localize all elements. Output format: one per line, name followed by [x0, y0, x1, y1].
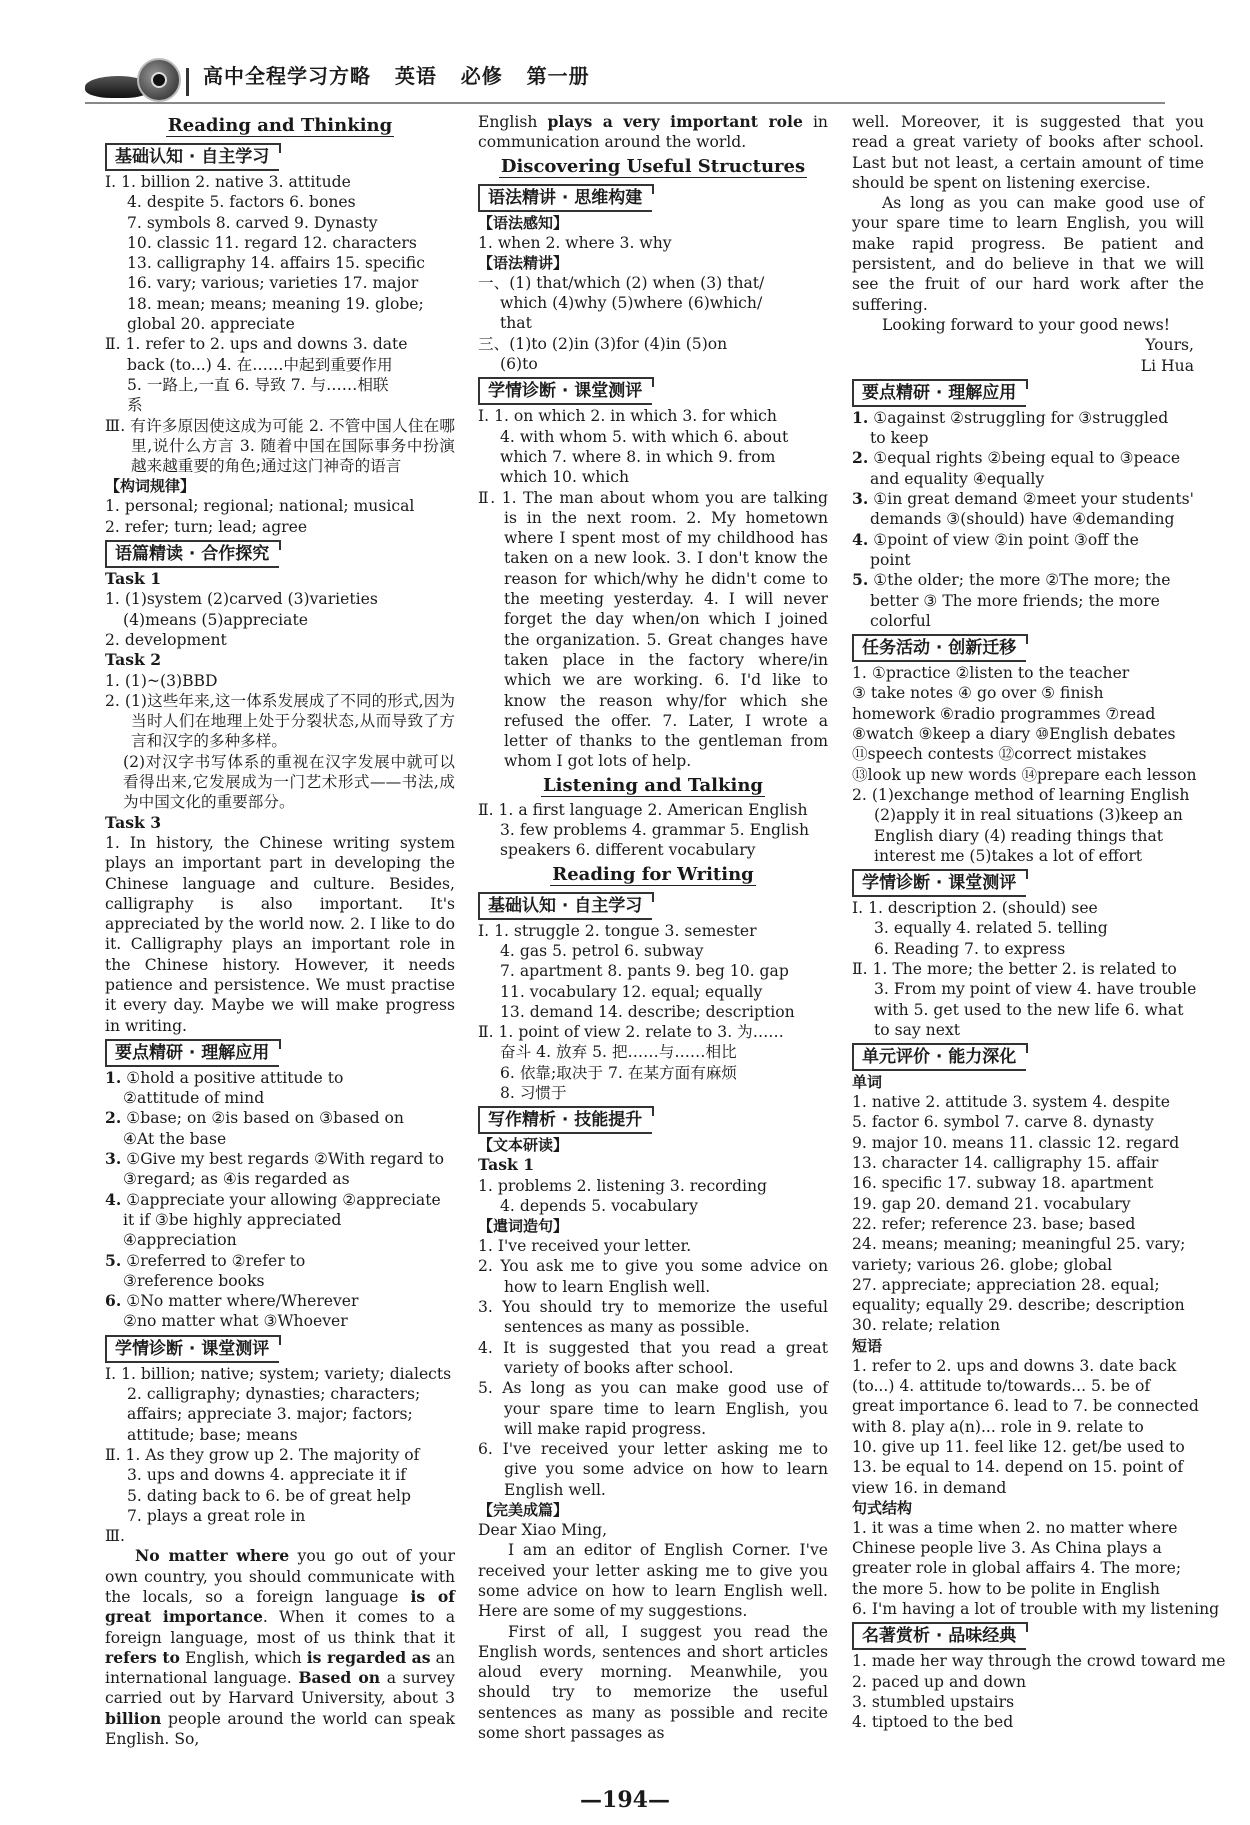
- essay-text: in communication around the world.: [478, 113, 828, 152]
- essay-paragraph: [105, 1546, 455, 1749]
- answer-line: 7. apartment 8. pants 9. beg 10. gap: [500, 962, 789, 981]
- subsection-header: 基础认知 · 自主学习: [105, 143, 279, 171]
- section-title: Listening and Talking: [542, 774, 764, 796]
- word-list: [852, 1092, 1204, 1336]
- header-divider: [186, 68, 189, 96]
- key-point-line: [105, 1251, 455, 1271]
- key-points-list: [852, 408, 1204, 631]
- answer-line: 5. factor 6. symbol 7. carve 8. dynasty: [852, 1113, 1154, 1132]
- answer-line: 1. refer to 2. ups and downs 3. date back: [852, 1356, 1177, 1375]
- answer-line: 11. vocabulary 12. equal; equally: [500, 982, 763, 1001]
- answer-line: Chinese people live 3. As China plays a: [852, 1539, 1162, 1558]
- key-point-text: ①appreciate your allowing ②appreciate: [121, 1190, 441, 1209]
- answer-line: 6. Reading 7. to express: [874, 939, 1066, 958]
- key-phrase: billion: [105, 1708, 162, 1728]
- task-title: Task 3: [105, 812, 162, 832]
- key-point-number: 4.: [105, 1189, 122, 1209]
- answer-line: 1. (1)system (2)carved (3)varieties: [105, 590, 378, 609]
- subsection-header: 学情诊断 · 课堂测评: [852, 869, 1026, 897]
- answer-line: 13. demand 14. describe; description: [500, 1002, 795, 1021]
- answer-line: back (to...) 4. 在……中起到重要作用: [127, 355, 393, 374]
- sentence-item: 2. You ask me to give you some advice on how to learn English well.: [478, 1257, 828, 1296]
- answer-paragraph: (2)对汉字书写体系的重视在汉字发展中就可以看得出来,它发展成为一门艺术形式——书法,成为中国文化的重要部分。: [123, 752, 455, 812]
- key-point-line: [105, 1068, 455, 1088]
- essay-paragraph: [478, 112, 828, 153]
- key-point-number: 1.: [852, 407, 869, 427]
- key-point-line: ②no matter what ③Whoever: [123, 1312, 348, 1331]
- list-heading: 短语: [852, 1336, 883, 1355]
- answer-line: 13. be equal to 14. depend on 15. point of: [852, 1458, 1184, 1477]
- answer-line: which (4)why (5)where (6)which/: [500, 294, 763, 313]
- key-point-line: [852, 530, 1204, 550]
- answer-line: 1. ①practice ②listen to the teacher: [852, 664, 1130, 683]
- answer-line: speakers 6. different vocabulary: [500, 841, 756, 860]
- answer-line: to say next: [874, 1020, 961, 1039]
- list-heading: 单词: [852, 1073, 883, 1092]
- answer-line: (4)means (5)appreciate: [123, 610, 308, 629]
- answer-line: 4. gas 5. petrol 6. subway: [500, 941, 704, 960]
- bracket-heading: 【遣词造句】: [478, 1217, 569, 1236]
- answer-line: 7. plays a great role in: [127, 1506, 306, 1525]
- key-point-text: ①the older; the more ②The more; the: [868, 571, 1171, 590]
- essay-text: a survey carried out by Harvard University, about 3: [105, 1669, 455, 1708]
- answer-line: Ⅱ. 1. point of view 2. relate to 3. 为……: [478, 1023, 784, 1042]
- key-point-line: [105, 1149, 455, 1169]
- answer-line: 8. 习惯于: [500, 1083, 567, 1102]
- letter-salutation: Dear Xiao Ming,: [478, 1521, 608, 1540]
- answer-line: 1. (1)~(3)BBD: [105, 671, 218, 690]
- key-point-number: 4.: [852, 529, 869, 549]
- answer-line: 1. problems 2. listening 3. recording: [478, 1176, 768, 1195]
- answer-line: 19. gap 20. demand 21. vocabulary: [852, 1194, 1131, 1213]
- key-point-line: better ③ The more friends; the more: [870, 591, 1160, 610]
- key-point-line: it if ③be highly appreciated: [123, 1210, 342, 1229]
- answer-line: (6)to: [500, 355, 538, 374]
- header-rule: [85, 102, 1165, 104]
- key-phrase: is regarded as: [306, 1647, 431, 1667]
- answer-line: 10. classic 11. regard 12. characters: [127, 233, 417, 252]
- sentence-item: 5. As long as you can make good use of your spare time to learn English, you will make rapid progress.: [478, 1379, 828, 1438]
- answer-line: ⑧watch ⑨keep a diary ⑩English debates: [852, 725, 1176, 744]
- answer-line: 奋斗 4. 放弃 5. 把……与……相比: [500, 1043, 737, 1062]
- key-point-text: ①hold a positive attitude to: [121, 1068, 344, 1087]
- letter-paragraph: I am an editor of English Corner. I've received your letter asking me to give you some advice on how to learn English well. Here are some of my suggestions.: [478, 1541, 828, 1621]
- key-point-number: 3.: [105, 1149, 122, 1169]
- answer-line: 4. depends 5. vocabulary: [500, 1196, 698, 1215]
- bracket-heading: 【语法感知】: [478, 213, 569, 232]
- key-point-text: ①against ②struggling for ③struggled: [868, 408, 1169, 427]
- key-point-text: ①base; on ②is based on ③based on: [121, 1109, 404, 1128]
- answer-line: Ⅱ. 1. The more; the better 2. is related to: [852, 959, 1177, 978]
- answer-line: (2)apply it in real situations (3)keep an: [874, 806, 1183, 825]
- answer-line: 1. made her way through the crowd toward me: [852, 1652, 1226, 1671]
- answer-line: 2. refer; turn; lead; agree: [105, 517, 308, 536]
- answer-paragraph: 2. (1)这些年来,这一体系发展成了不同的形式,因为当时人们在地理上处于分裂状态,从而导致了方言和汉字的多种多样。: [105, 691, 455, 751]
- answer-line: 2. paced up and down: [852, 1672, 1027, 1691]
- answer-line: 18. mean; means; meaning 19. globe;: [127, 294, 424, 313]
- key-point-line: [852, 448, 1204, 468]
- key-point-text: ①equal rights ②being equal to ③peace: [868, 449, 1181, 468]
- key-point-line: colorful: [870, 611, 931, 630]
- essay-text: English: [478, 113, 548, 131]
- answer-line: 1. when 2. where 3. why: [478, 233, 672, 252]
- answer-line: Ⅲ.: [105, 1527, 125, 1546]
- answer-line: 6. 依靠;取决于 7. 在某方面有麻烦: [500, 1063, 738, 1082]
- answer-line: 4. tiptoed to the bed: [852, 1713, 1014, 1732]
- answer-line: 30. relate; relation: [852, 1316, 1001, 1335]
- key-point-line: [105, 1291, 455, 1311]
- answer-line: 4. with whom 5. with which 6. about: [500, 427, 789, 446]
- key-point-number: 2.: [852, 448, 869, 468]
- key-point-text: ①Give my best regards ②With regard to: [121, 1150, 444, 1169]
- answer-line: ③ take notes ④ go over ⑤ finish: [852, 684, 1104, 703]
- key-point-line: [852, 408, 1204, 428]
- essay-text: you go out of your own country, you should communicate with the locals, so a foreign language: [105, 1547, 455, 1606]
- answer-line: which 7. where 8. in which 9. from: [500, 447, 776, 466]
- letter-paragraph: As long as you can make good use of your spare time to learn English, you will make rapid progress. Be patient and persistent, and do believe in that we will see the fruit of our hard work after the suffering.: [852, 194, 1204, 314]
- answer-line: with 5. get used to the new life 6. what: [874, 1000, 1184, 1019]
- task-title: Task 1: [478, 1155, 535, 1175]
- answer-line: 一、(1) that/which (2) when (3) that/: [478, 273, 765, 292]
- key-point-line: ④appreciation: [123, 1231, 237, 1250]
- answer-line: variety; various 26. globe; global: [852, 1255, 1113, 1274]
- key-phrase: No matter where: [135, 1546, 290, 1566]
- letter-paragraph: well. Moreover, it is suggested that you read a great variety of books after school. Last but not least, a certain amount of time should be spent on listening exercise.: [852, 113, 1204, 192]
- answer-block: [105, 172, 455, 334]
- answer-line: 3. stumbled upstairs: [852, 1692, 1015, 1711]
- answer-line: 3. ups and downs 4. appreciate it if: [127, 1466, 407, 1485]
- answer-paragraph: Ⅱ. 1. The man about whom you are talking is in the next room. 2. My hometown where I spent most of my childhood has taken on a new look. 3. I don't know the reason for which/why he didn't come to the meeting yesterday. 4. I will never forget the day when/on which I joined the organization. 5. Great changes have taken place in the factory where/in which we are working. 6. I'd like to know the reason why/for which she refused the offer. 7. Later, I wrote a letter of thanks to the gentleman from whom I got lots of help.: [478, 488, 828, 771]
- answer-line: equality; equally 29. describe; description: [852, 1296, 1185, 1315]
- subsection-header: 语法精讲 · 思维构建: [478, 184, 652, 212]
- answer-line: Ⅰ. 1. billion 2. native 3. attitude: [105, 173, 351, 191]
- publisher-logo: [85, 58, 173, 102]
- key-point-line: ④At the base: [123, 1129, 227, 1148]
- answer-line: 9. major 10. means 11. classic 12. regard: [852, 1133, 1180, 1152]
- answer-line: 22. refer; reference 23. base; based: [852, 1214, 1136, 1233]
- answer-line: 13. character 14. calligraphy 15. affair: [852, 1154, 1159, 1173]
- letter-closing: Yours,: [1145, 336, 1194, 355]
- column-left: [105, 112, 455, 1749]
- essay-text: people around the world can speak English. So,: [105, 1709, 455, 1749]
- answer-line: 2. calligraphy; dynasties; characters;: [127, 1385, 421, 1404]
- sentence-item: 1. I've received your letter.: [478, 1237, 692, 1256]
- answer-line: Ⅰ. 1. struggle 2. tongue 3. semester: [478, 921, 757, 940]
- answer-line: with 8. play a(n)... role in 9. relate to: [852, 1417, 1144, 1436]
- book-title: 高中全程学习方略 英语 必修 第一册: [203, 64, 590, 88]
- answer-line: 2. (1)exchange method of learning English: [852, 785, 1190, 804]
- key-point-text: ①point of view ②in point ③off the: [868, 530, 1139, 549]
- answer-line: 24. means; meaning; meaningful 25. vary;: [852, 1235, 1186, 1254]
- key-point-line: to keep: [870, 429, 929, 448]
- subsection-header: 学情诊断 · 课堂测评: [478, 377, 652, 405]
- answer-line: 7. symbols 8. carved 9. Dynasty: [127, 213, 378, 232]
- answer-line: Ⅱ. 1. a first language 2. American English: [478, 800, 808, 819]
- task-title: Task 2: [105, 650, 162, 670]
- answer-line: great importance 6. lead to 7. be connected: [852, 1397, 1199, 1416]
- bracket-heading: 【语法精讲】: [478, 253, 569, 272]
- page-header: [0, 0, 1250, 110]
- answer-paragraph: 1. In history, the Chinese writing system plays an important part in developing the Chinese language and culture. Besides, calligraphy is also important. It's appreciated by the world now. 2. I like to do it. Calligraphy plays an important role in the Chinese history. However, it needs patience and persistence. We must practise it every day. Maybe we will make progress in writing.: [105, 833, 455, 1035]
- subsection-header: 要点精研 · 理解应用: [852, 379, 1026, 407]
- list-heading: 句式结构: [852, 1498, 913, 1517]
- bracket-heading: 【构词规律】: [105, 477, 196, 496]
- answer-line: 13. calligraphy 14. affairs 15. specific: [127, 254, 425, 273]
- subsection-header: 基础认知 · 自主学习: [478, 892, 652, 920]
- key-point-line: [105, 1190, 455, 1210]
- key-point-number: 6.: [105, 1291, 122, 1311]
- answer-line: 系: [127, 396, 143, 415]
- answer-line: Ⅰ. 1. on which 2. in which 3. for which: [478, 407, 777, 426]
- answer-line: 5. 一路上,一直 6. 导致 7. 与……相联: [127, 375, 389, 394]
- answer-line: 4. despite 5. factors 6. bones: [127, 193, 356, 212]
- key-point-line: and equality ④equally: [870, 469, 1045, 488]
- key-point-number: 5.: [852, 570, 869, 590]
- key-point-number: 2.: [105, 1108, 122, 1128]
- section-title: Reading for Writing: [552, 863, 754, 885]
- answer-line: ⑬look up new words ⑭prepare each lesson: [852, 765, 1197, 784]
- answer-line: which 10. which: [500, 468, 630, 487]
- key-point-line: [852, 570, 1204, 590]
- classics-list: [852, 1651, 1226, 1732]
- key-point-line: demands ③(should) have ④demanding: [870, 510, 1175, 529]
- essay-text: English, which: [179, 1648, 307, 1667]
- answer-block: [105, 334, 455, 415]
- letter-paragraph: Looking forward to your good news!: [882, 315, 1171, 334]
- section-title: Reading and Thinking: [167, 115, 393, 136]
- subsection-header: 写作精析 · 技能提升: [478, 1106, 652, 1134]
- key-points-list: [105, 1068, 455, 1332]
- answer-line: affairs; appreciate 3. major; factors;: [127, 1405, 413, 1424]
- key-phrase: Based on: [298, 1668, 381, 1688]
- column-right: [852, 112, 1226, 1732]
- answer-line: greater role in global affairs 4. The more;: [852, 1559, 1182, 1578]
- sentence-item: 3. You should try to memorize the useful sentences as many as possible.: [478, 1298, 828, 1337]
- answer-line: 2. development: [105, 630, 227, 649]
- subsection-header: 语篇精读 · 合作探究: [105, 540, 279, 568]
- column-middle: [478, 112, 828, 1743]
- section-title: Discovering Useful Structures: [500, 155, 806, 177]
- key-point-number: 1.: [105, 1067, 122, 1087]
- essay-text: an international language.: [105, 1648, 455, 1688]
- sentence-item: 6. I've received your letter asking me to give you some advice on how to learn English well.: [478, 1440, 828, 1499]
- answer-line: interest me (5)takes a lot of effort: [874, 846, 1143, 865]
- subsection-header: 学情诊断 · 课堂测评: [105, 1335, 279, 1363]
- answer-line: Ⅱ. 1. As they grow up 2. The majority of: [105, 1445, 420, 1464]
- key-point-number: 3.: [852, 489, 869, 509]
- structure-list: [852, 1518, 1220, 1619]
- answer-paragraph: Ⅲ. 有许多原因使这成为可能 2. 不管中国人住在哪里,说什么方言 3. 随着中国在国际事务中扮演越来越重要的角色;通过这门神奇的语言: [105, 416, 455, 476]
- answer-line: view 16. in demand: [852, 1478, 1007, 1497]
- key-point-line: ②attitude of mind: [123, 1089, 265, 1108]
- answer-line: 三、(1)to (2)in (3)for (4)in (5)on: [478, 334, 728, 353]
- answer-line: 5. dating back to 6. be of great help: [127, 1486, 411, 1505]
- key-point-number: 5.: [105, 1250, 122, 1270]
- answer-line: 1. native 2. attitude 3. system 4. despite: [852, 1093, 1170, 1112]
- answer-line: attitude; base; means: [127, 1425, 298, 1444]
- answer-line: the more 5. how to be polite in English: [852, 1579, 1160, 1598]
- answer-line: 3. From my point of view 4. have trouble: [874, 980, 1197, 999]
- key-point-line: ③regard; as ④is regarded as: [123, 1170, 350, 1189]
- answer-line: 1. it was a time when 2. no matter where: [852, 1518, 1178, 1537]
- key-point-text: ①in great demand ②meet your students': [868, 490, 1194, 509]
- answer-line: that: [500, 314, 532, 333]
- key-point-line: ③reference books: [123, 1271, 265, 1290]
- subsection-header: 要点精研 · 理解应用: [105, 1039, 279, 1067]
- phrase-list: [852, 1356, 1204, 1498]
- key-phrase: is of great importance: [105, 1587, 455, 1627]
- answer-line: (to...) 4. attitude to/towards... 5. be of: [852, 1377, 1151, 1396]
- key-phrase: refers to: [105, 1647, 180, 1667]
- answer-line: 6. I'm having a lot of trouble with my listening: [852, 1600, 1220, 1618]
- subsection-header: 单元评价 · 能力深化: [852, 1043, 1026, 1071]
- answer-line: Ⅰ. 1. description 2. (should) see: [852, 899, 1098, 918]
- letter-signature: Li Hua: [1140, 356, 1194, 375]
- answer-line: 3. equally 4. related 5. telling: [874, 919, 1108, 938]
- logo-eye-icon: [151, 72, 167, 88]
- key-point-line: [105, 1108, 455, 1128]
- subsection-header: 名著赏析 · 品味经典: [852, 1622, 1026, 1650]
- answer-line: English diary (4) reading things that: [874, 826, 1164, 845]
- answer-line: global 20. appreciate: [127, 315, 295, 334]
- key-phrase: plays a very important role: [547, 112, 803, 131]
- sentence-item: 4. It is suggested that you read a great variety of books after school.: [478, 1338, 828, 1377]
- answer-line: Ⅰ. 1. billion; native; system; variety; dialects: [105, 1364, 452, 1383]
- answer-line: homework ⑥radio programmes ⑦read: [852, 704, 1156, 723]
- task-title: Task 1: [105, 569, 162, 589]
- answer-line: Ⅱ. 1. refer to 2. ups and downs 3. date: [105, 335, 408, 354]
- answer-line: 10. give up 11. feel like 12. get/be used to: [852, 1437, 1185, 1456]
- key-point-text: ①referred to ②refer to: [121, 1251, 306, 1270]
- key-point-line: [852, 489, 1204, 509]
- answer-line: ⑪speech contests ⑫correct mistakes: [852, 745, 1147, 764]
- subsection-header: 任务活动 · 创新迁移: [852, 634, 1026, 662]
- letter-paragraph: First of all, I suggest you read the English words, sentences and short articles aloud every morning. Meanwhile, you should try to memorize the useful sentences as many as possible and recite some short passages as: [478, 1622, 828, 1742]
- answer-line: 16. specific 17. subway 18. apartment: [852, 1174, 1154, 1193]
- key-point-line: point: [870, 550, 911, 569]
- answer-line: 16. vary; various; varieties 17. major: [127, 274, 419, 293]
- key-point-text: ①No matter where/Wherever: [121, 1292, 359, 1311]
- bracket-heading: 【文本研读】: [478, 1136, 569, 1155]
- answer-line: 27. appreciate; appreciation 28. equal;: [852, 1275, 1160, 1294]
- bracket-heading: 【完美成篇】: [478, 1501, 569, 1520]
- answer-line: 3. few problems 4. grammar 5. English: [500, 821, 810, 840]
- essay-text: . When it comes to a foreign language, most of us think that it: [105, 1608, 456, 1647]
- answer-line: 1. personal; regional; national; musical: [105, 497, 415, 516]
- page-number: —194—: [580, 1787, 670, 1813]
